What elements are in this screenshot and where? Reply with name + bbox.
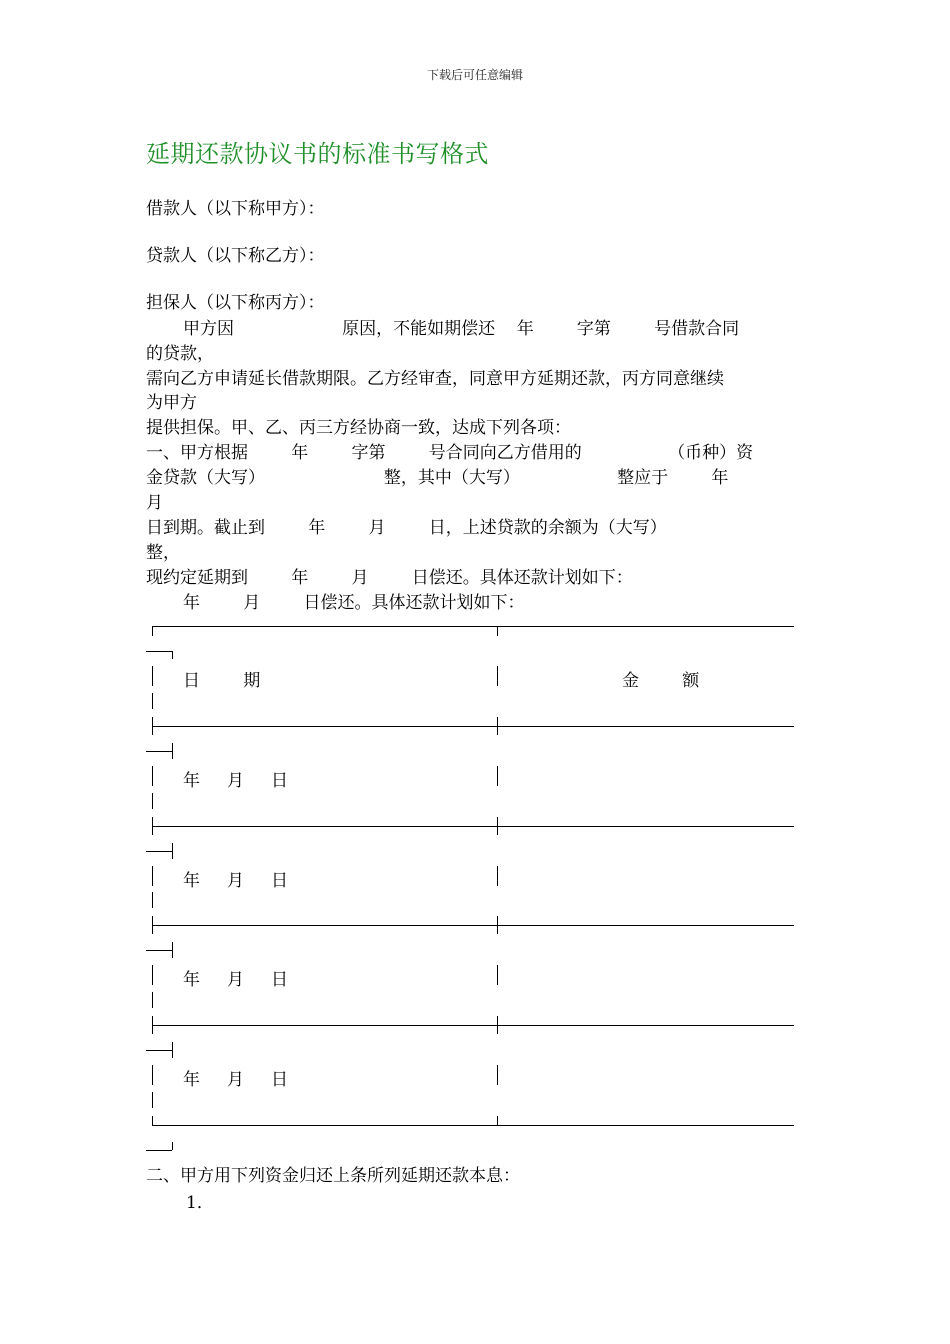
table-divider [497, 1065, 498, 1085]
table-border [152, 1065, 153, 1085]
clause-one-line: 日到期。截止到 年 月 日，上述贷款的余额为（大写） [146, 518, 667, 538]
table-divider [497, 817, 498, 835]
section-two-heading: 二、甲方用下列资金归还上条所列延期还款本息： [146, 1166, 520, 1186]
table-border [152, 717, 153, 735]
table-rule-stub [146, 950, 172, 951]
table-border [152, 766, 153, 786]
clause-one-line: 整， [146, 543, 180, 563]
table-rule-stub [146, 751, 172, 752]
item-one: 1． [186, 1193, 214, 1213]
table-border [152, 693, 153, 709]
table-rule-stub [172, 1142, 173, 1150]
table-rule-stub [172, 843, 173, 859]
table-rule [152, 1125, 794, 1126]
table-border [152, 793, 153, 809]
table-border [152, 892, 153, 908]
table-rule [152, 826, 794, 827]
table-border [152, 965, 153, 985]
table-border [152, 666, 153, 686]
table-divider [497, 916, 498, 934]
clause-one-line: 年 月 日偿还。具体还款计划如下： [183, 593, 525, 613]
table-rule [152, 626, 794, 627]
clause-one-line: 金贷款（大写） 整，其中（大写） 整应于 年 [146, 468, 729, 488]
table-row-date: 年 月 日 [183, 771, 289, 791]
body-line: 甲方因 原因，不能如期偿还 年 字第 号借款合同 [183, 319, 740, 339]
table-row-date: 年 月 日 [183, 1070, 289, 1090]
guarantor-line: 担保人（以下称丙方）： [146, 293, 325, 313]
body-line: 需向乙方申请延长借款期限。乙方经审查，同意甲方延期还款，丙方同意继续 [146, 369, 724, 389]
clause-one-line: 月 [146, 493, 163, 513]
table-border [152, 817, 153, 835]
table-border [152, 866, 153, 886]
table-divider [497, 766, 498, 786]
table-divider [497, 965, 498, 985]
table-rule [152, 1025, 794, 1026]
table-rule-stub [172, 942, 173, 958]
borrower-line: 借款人（以下称甲方）： [146, 199, 325, 219]
table-rule [152, 925, 794, 926]
body-line: 的贷款， [146, 344, 214, 364]
table-border [152, 626, 153, 636]
table-row-date: 年 月 日 [183, 871, 289, 891]
table-border [152, 916, 153, 934]
table-divider [497, 626, 498, 636]
header-note: 下载后可任意编辑 [426, 68, 523, 82]
table-header-amount: 金 额 [622, 671, 700, 691]
table-rule-stub [146, 651, 172, 652]
table-divider [497, 1016, 498, 1034]
table-rule-stub [146, 851, 172, 852]
table-divider [497, 666, 498, 686]
table-rule-stub [172, 651, 173, 659]
table-divider [497, 1116, 498, 1126]
clause-one-line: 现约定延期到 年 月 日偿还。具体还款计划如下： [146, 568, 633, 588]
table-border [152, 1016, 153, 1034]
body-line: 为甲方 [146, 393, 197, 413]
lender-line: 贷款人（以下称乙方）： [146, 246, 325, 266]
table-rule-stub [172, 743, 173, 759]
table-divider [497, 717, 498, 735]
body-line: 提供担保。甲、乙、丙三方经协商一致，达成下列各项： [146, 418, 571, 438]
table-rule [152, 726, 794, 727]
table-rule-stub [172, 1042, 173, 1058]
document-title: 延期还款协议书的标准书写格式 [146, 140, 489, 168]
table-rule-stub [146, 1150, 172, 1151]
table-border [152, 992, 153, 1008]
table-border [152, 1116, 153, 1126]
table-rule-stub [146, 1050, 172, 1051]
table-divider [497, 866, 498, 886]
table-row-date: 年 月 日 [183, 970, 289, 990]
clause-one-line: 一、甲方根据 年 字第 号合同向乙方借用的 （币种）资 [146, 443, 754, 463]
table-border [152, 1092, 153, 1108]
table-header-date: 日 期 [183, 671, 261, 691]
